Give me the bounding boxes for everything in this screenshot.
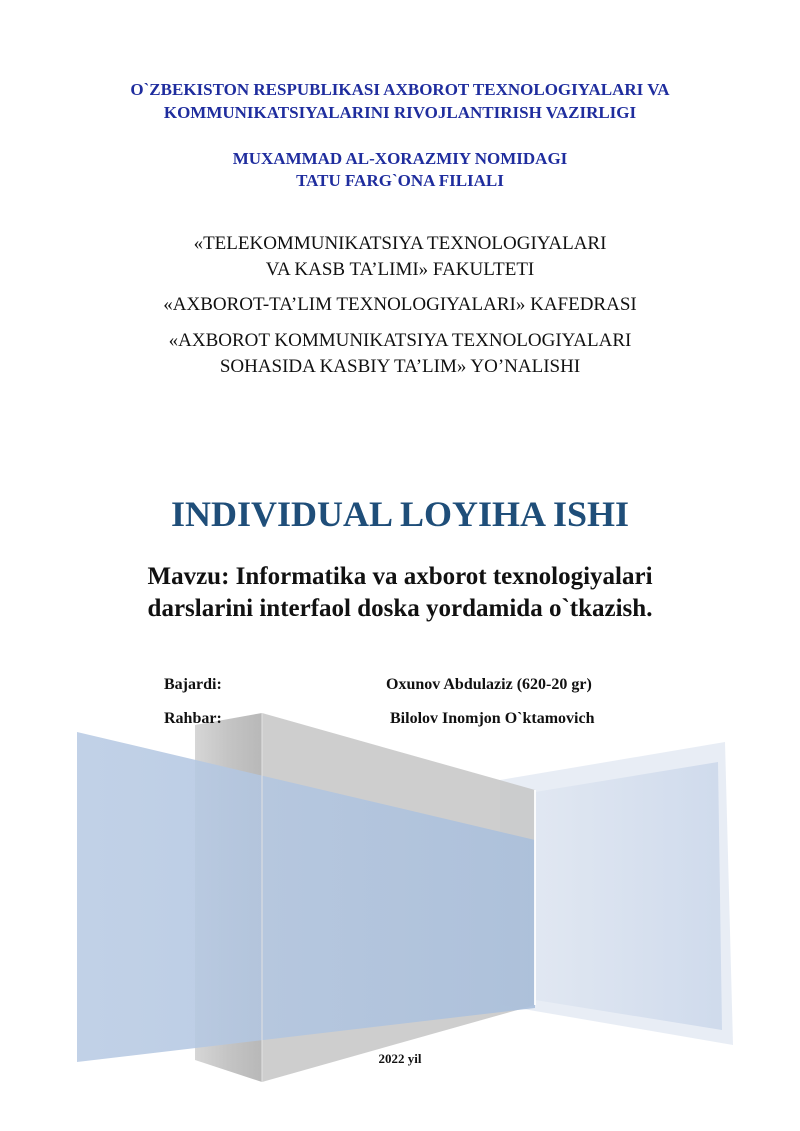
kafedra-name: «AXBOROT-TA’LIM TEXNOLOGIYALARI» KAFEDRASI [163,294,637,315]
direction-line-1: «AXBOROT KOMMUNIKATSIYA TEXNOLOGIYALARI [168,330,632,351]
faculty-line-1: «TELEKOMMUNIKATSIYA TEXNOLOGIYALARI [193,233,607,254]
supervisor-label: Rahbar: [164,710,222,727]
faculty-name [0,231,800,283]
year: 2022 yil [378,1051,422,1066]
supervisor-value: Bilolov Inomjon O`ktamovich [390,710,595,727]
ministry-line-1: O`ZBEKISTON RESPUBLIKASI AXBOROT TEXNOLOGIYALARI VA [130,80,670,99]
ministry-line-2: KOMMUNIKATSIYALARINI RIVOJLANTIRISH VAZIRLIGI [163,103,637,122]
branch-heading [0,148,800,192]
performed-value: Oxunov Abdulaziz (620-20 gr) [386,676,592,693]
topic-line-2: darslarini interfaol doska yordamida o`tkazish. [147,595,653,622]
document-title: INDIVIDUAL LOYIHA ISHI [170,494,630,534]
topic [0,561,800,625]
decor-right-face [535,762,722,1030]
direction-name [0,328,800,380]
faculty-line-2: VA KASB TA’LIMI» FAKULTETI [265,259,535,280]
branch-line-1: MUXAMMAD AL-XORAZMIY NOMIDAGI [232,149,568,168]
branch-line-2: TATU FARG`ONA FILIALI [296,171,504,190]
ministry-heading [0,78,800,124]
topic-line-1: Mavzu: Informatika va axborot texnologiyalari [147,563,653,590]
performed-label: Bajardi: [164,676,222,693]
direction-line-2: SOHASIDA KASBIY TA’LIM» YO’NALISHI [219,356,581,377]
